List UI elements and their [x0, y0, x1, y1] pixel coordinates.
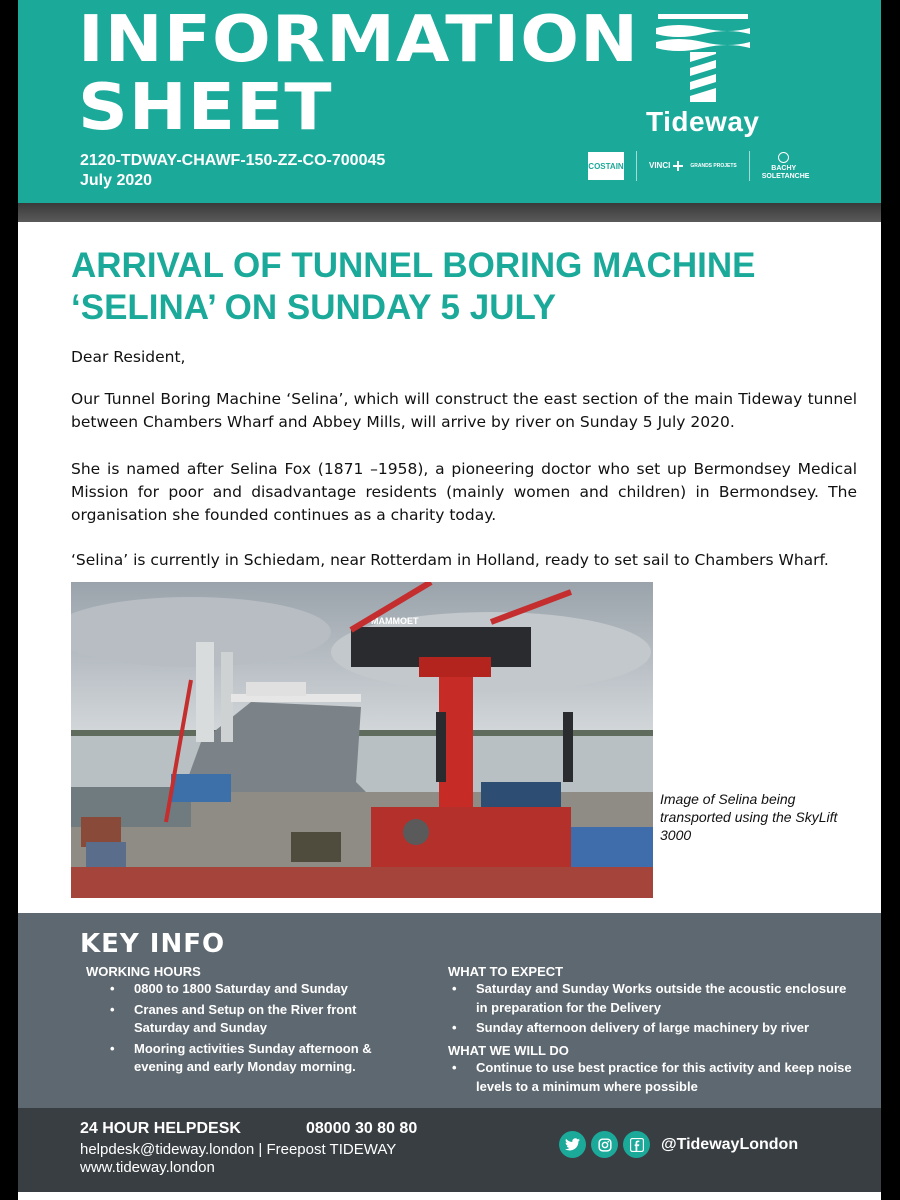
social-handle[interactable]: @TidewayLondon	[661, 1135, 799, 1153]
doc-date: July 2020	[80, 172, 153, 189]
footer	[18, 1108, 881, 1192]
key-info-title: KEY INFO	[80, 929, 226, 959]
doc-ref-number: 2120-TDWAY-CHAWF-150-ZZ-CO-700045	[80, 152, 386, 169]
header-divider-bar	[18, 203, 881, 222]
website-link[interactable]: www.tideway.london	[80, 1159, 215, 1176]
list-item: • Sunday afternoon delivery of large machinery by river	[448, 1019, 858, 1038]
selina-transport-photo	[71, 582, 653, 898]
key-info-panel	[18, 913, 881, 1108]
article-headline: ARRIVAL OF TUNNEL BORING MACHINE ‘SELINA’ ON SUNDAY 5 JULY	[71, 246, 756, 327]
working-hours-list	[106, 980, 406, 1079]
photo-caption: Image of Selina being transported using the SkyLift 3000	[660, 791, 838, 843]
list-item: • Saturday and Sunday Works outside the acoustic enclosure in preparation for the Delivery	[448, 980, 858, 1017]
title-line-1: INFORMATION	[78, 3, 640, 77]
greeting: Dear Resident,	[71, 348, 186, 366]
information-sheet	[18, 0, 881, 1200]
what-to-expect-list	[448, 980, 858, 1040]
list-item: • Mooring activities Sunday afternoon & evening and early Monday morning.	[106, 1040, 406, 1077]
paragraph-3: ‘Selina’ is currently in Schiedam, near Rotterdam in Holland, ready to set sail to Chambers Wharf.	[71, 551, 829, 569]
sheet-title	[78, 3, 640, 145]
title-line-2: SHEET	[78, 71, 333, 145]
partner-logos	[588, 148, 810, 184]
vinci-cross-icon	[673, 161, 683, 171]
partner-divider	[749, 151, 750, 181]
mammoet-label: MAMMOET	[371, 616, 419, 626]
document-reference	[80, 151, 385, 191]
facebook-icon[interactable]	[623, 1131, 650, 1158]
what-to-expect-heading: WHAT TO EXPECT	[448, 964, 564, 979]
header-banner	[18, 0, 881, 203]
twitter-icon[interactable]	[559, 1131, 586, 1158]
helpdesk-label: 24 HOUR HELPDESK	[80, 1120, 241, 1137]
bachy-soletanche-logo: BACHY SOLETANCHE	[762, 152, 806, 181]
costain-logo: COSTAIN	[588, 152, 624, 180]
what-we-will-do-list	[448, 1059, 858, 1098]
list-item: • Continue to use best practice for this activity and keep noise levels to a minimum where possible	[448, 1059, 858, 1096]
list-item: • Cranes and Setup on the River front Saturday and Sunday	[106, 1001, 406, 1038]
vinci-logo: VINCI GRANDS PROJETS	[649, 161, 737, 170]
helpdesk-phone[interactable]: 08000 30 80 80	[306, 1120, 418, 1137]
contact-email-freepost[interactable]: helpdesk@tideway.london | Freepost TIDEWAY	[80, 1141, 397, 1158]
globe-icon	[778, 152, 789, 163]
paragraph-2: She is named after Selina Fox (1871 –1958), a pioneering doctor who set up Bermondsey Medical Mission for poor and disadvantage residents (mainly women and children) in Bermondsey. The organisation she founded continues as a charity today.	[71, 460, 857, 524]
tideway-wordmark: Tideway	[646, 106, 760, 137]
working-hours-heading: WORKING HOURS	[86, 964, 201, 979]
social-links	[559, 1131, 798, 1158]
what-we-will-do-heading: WHAT WE WILL DO	[448, 1043, 569, 1058]
list-item: • 0800 to 1800 Saturday and Sunday	[106, 980, 406, 999]
paragraph-1: Our Tunnel Boring Machine ‘Selina’, which will construct the east section of the main Tideway tunnel between Chambers Wharf and Abbey Mills, will arrive by river on Sunday 5 July 2020.	[71, 390, 857, 431]
instagram-icon[interactable]	[591, 1131, 618, 1158]
partner-divider	[636, 151, 637, 181]
